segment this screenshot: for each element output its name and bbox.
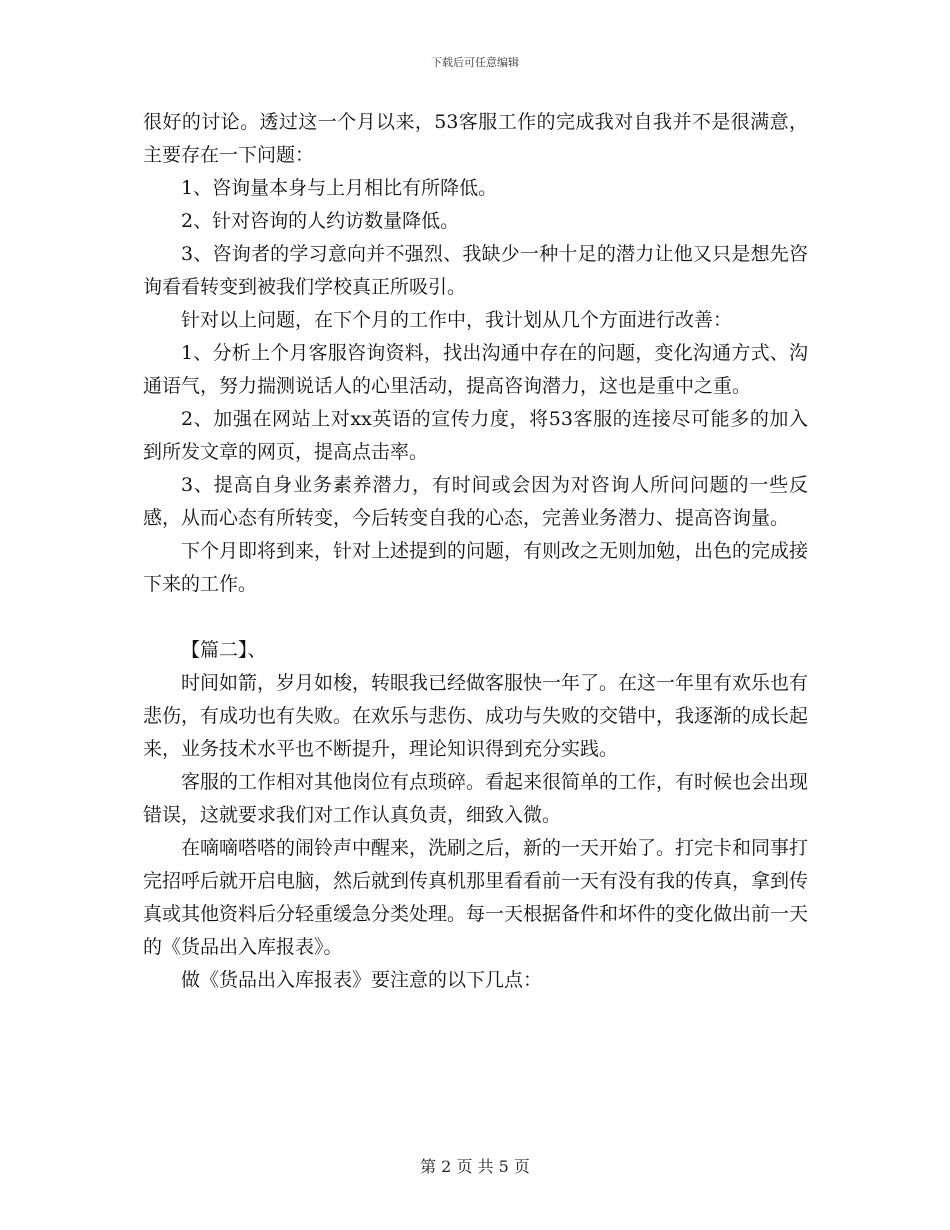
- section-title: 【篇二】、: [181, 639, 267, 661]
- list-item: 3、咨询者的学习意向并不强烈、我缺少一种十足的潜力让他又只是想先咨询看看转变到被我们学校真正所吸引。: [143, 243, 808, 298]
- list-item: 1、咨询量本身与上月相比有所降低。: [181, 177, 498, 199]
- page-footer: 第 2 页 共 5 页: [420, 1157, 530, 1176]
- paragraph: 做《货品出入库报表》要注意的以下几点：: [181, 969, 543, 991]
- paragraph: 时间如箭，岁月如梭，转眼我已经做客服快一年了。在这一年里有欢乐也有悲伤，有成功也有失败。在欢乐与悲伤、成功与失败的交错中，我逐渐的成长起来，业务技术水平也不断提升，理论知识得到充分实践。: [143, 672, 809, 760]
- page-header: 下载后可任意编辑: [431, 56, 519, 69]
- list-item: 2、针对咨询的人约访数量降低。: [181, 210, 460, 232]
- paragraph: 在嘀嘀嗒嗒的闹铃声中醒来，洗刷之后，新的一天开始了。打完卡和同事打完招呼后就开启电脑，然后就到传真机那里看看前一天有没有我的传真，拿到传真或其他资料后分轻重缓急分类处理。每一天根据备件和坏件的变化做出前一天的《货品出入库报表》。: [143, 837, 809, 958]
- paragraph: 客服的工作相对其他岗位有点琐碎。看起来很简单的工作，有时候也会出现错误，这就要求我们对工作认真负责，细致入微。: [143, 771, 809, 826]
- paragraph: 针对以上问题，在下个月的工作中，我计划从几个方面进行改善：: [181, 309, 733, 331]
- list-item: 2、加强在网站上对xx英语的宣传力度，将53客服的连接尽可能多的加入到所发文章的网页，提高点击率。: [143, 408, 808, 463]
- paragraph: 下个月即将到来，针对上述提到的问题，有则改之无则加勉，出色的完成接下来的工作。: [143, 540, 809, 595]
- list-item: 1、分析上个月客服咨询资料，找出沟通中存在的问题，变化沟通方式、沟通语气，努力揣测说话人的心里活动，提高咨询潜力，这也是重中之重。: [143, 342, 808, 397]
- document-body: [143, 106, 808, 997]
- paragraph: 很好的讨论。透过这一个月以来，53客服工作的完成我对自我并不是很满意，主要存在一下问题：: [143, 111, 808, 166]
- list-item: 3、提高自身业务素养潜力，有时间或会因为对咨询人所问问题的一些反感，从而心态有所转变，今后转变自我的心态，完善业务潜力、提高咨询量。: [143, 474, 808, 529]
- section-spacer: [143, 601, 808, 634]
